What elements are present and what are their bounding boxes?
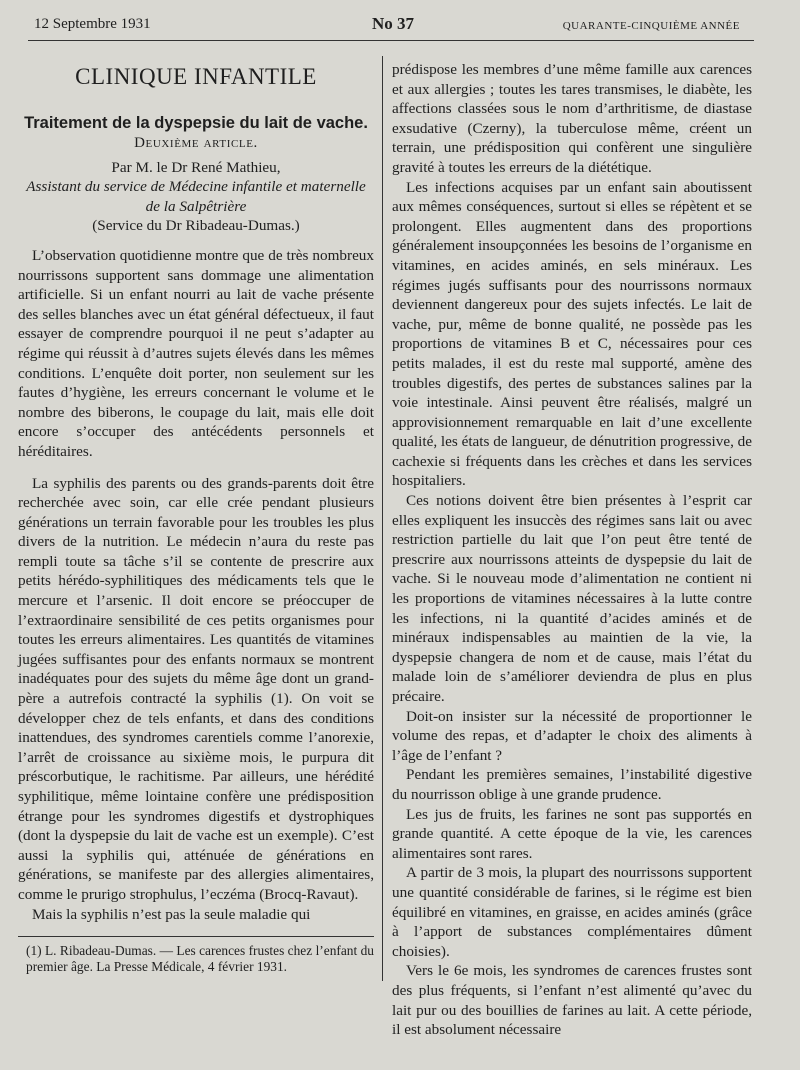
right-column	[392, 60, 752, 1040]
volume-year: QUARANTE-CINQUIÈME ANNÉE	[562, 20, 740, 32]
body-paragraph: Ces notions doivent être bien présentes à l’esprit car elles expliquent les insuccès des régimes sans lait ou avec restriction partielle du lait que l’on peut être tenté de prescrire aux nourrissons atteints de dyspepsie du lait de vache. Si le nouveau mode d’alimentation ne contient ni les proportions de vitamines nécessaires à la lutte contre les infections, ni la quantité d’acides aminés et de minéraux indispensables au maintien de la vie, la dyspepsie changera de nom et de cause, mais l’état du malade loin de s’améliorer deviendra de plus en plus précaire.	[392, 492, 752, 705]
footnote: (1) L. Ribadeau-Dumas. — Les carences frustes chez l’enfant du premier âge. La Presse Médicale, 4 février 1931.	[26, 943, 374, 975]
author-byline: Par M. le Dr René Mathieu,	[111, 158, 281, 176]
body-paragraph: La syphilis des parents ou des grands-parents doit être recherchée avec soin, car elle crée pendant plusieurs générations un terrain favorable pour les troubles les plus divers de la nutrition. Le médecin n’aura du reste pas rempli toute sa tâche s’il se contente de prescrire aux petits hérédo-syphilitiques des médicaments tels que le mercure et l’arsenic. Il doit encore se préoccuper de l’extraordinaire sensibilité de ces petits organismes pour toutes les erreurs alimentaires. Les quantités de vitamines jugées suffisantes pour des enfants normaux se montrent inadéquates pour des sujets du même âge dont un grand-père a autrefois contracté la syphilis (1). On voit se développer chez de tels enfants, et dans des conditions inattendues, des syndromes carentiels comme l’anorexie, l’arrêt de croissance au sixième mois, le purpura dit préscorbutique, le rachitisme. Par ailleurs, une hérédité syphilitique, même lointaine confère une prédisposition étrange pour les syndromes digestifs et dystrophiques (dont la dyspepsie du lait de vache est un exemple). C’est aussi la syphilis qui, atténuée de générations en générations, se manifeste par des allergies alimentaires, comme le prurigo strophulus, l’eczéma (Brocq-Ravaut).	[18, 474, 374, 903]
section-title: CLINIQUE INFANTILE	[75, 64, 317, 89]
article-subtitle: Deuxième article.	[134, 135, 258, 151]
body-paragraph: Vers le 6e mois, les syndromes de carences frustes sont des plus fréquents, si l’enfant n’est alimenté qu’avec du lait pur ou des bouillies de farines au lait. A cette période, il est absolument nécessaire	[392, 962, 752, 1039]
issue-date: 12 Septembre 1931	[34, 16, 151, 32]
body-paragraph: Mais la syphilis n’est pas la seule maladie qui	[32, 905, 311, 923]
body-paragraph: Les jus de fruits, les farines ne sont pas supportés en grande quantité. A cette époque de la vie, les carences alimentaires sont rares.	[392, 805, 752, 862]
body-paragraph: prédispose les membres d’une même famille aux carences et aux allergies ; toutes les tares transmises, le diabète, les affections classées sous le nom d’arthritisme, de diastase exsudative (Czerny), la tuberculose même, créent un terrain, une prédisposition qui confèrent une singulière gravité à toutes les erreurs de la diététique.	[392, 61, 752, 176]
service-note: (Service du Dr Ribadeau-Dumas.)	[92, 217, 300, 235]
body-paragraph: Pendant les premières semaines, l’instabilité digestive du nourrisson oblige à une grande prudence.	[392, 766, 752, 803]
body-paragraph: L’observation quotidienne montre que de très nombreux nourrissons supportent sans dommage une alimentation artificielle. Si un enfant nourri au lait de vache présente des selles blanches avec un état général défectueux, il faut essayer de comprendre pourquoi il ne peut s’adapter au régime qui réussit à d’autres sujets élevés dans les mêmes conditions. L’enquête doit porter, non seulement sur les fautes d’hygiène, les erreurs concernant le volume et le nombre des biberons, le coupage du lait, mais elle doit encore s’occuper des antécédents personnels et héréditaires.	[18, 246, 374, 460]
footnote-rule	[18, 936, 374, 937]
body-paragraph: Doit-on insister sur la nécessité de proportionner le volume des repas, et d’adapter le choix des aliments à l’âge de l’enfant ?	[392, 707, 752, 764]
issue-number: No 37	[372, 14, 415, 33]
page-header	[12, 16, 740, 38]
article-title: Traitement de la dyspepsie du lait de vache.	[24, 114, 368, 132]
body-paragraph: Les infections acquises par un enfant sain aboutissent aux mêmes conséquences, surtout si elles se répètent et se prolongent. Elles augmentent dans des proportions généralement insoupçonnées les besoins de l’organisme en vitamines, en acides aminés, en sels minéraux. Les régimes jugés suffisants pour des nourrissons normaux deviennent dangereux pour des sujets infectés. Le lait de vache, pur, même de bonne qualité, ne possède pas les proportions de vitamines B et C, nécessaires pour ces petits malades, il est du reste mal supporté, amène des troubles digestifs, des pertes de substances salines par la voie intestinale. Ainsi peuvent être réalisés, malgré un approvisionnement remarquable en lait d’une excellente qualité, les états de langueur, de dénutrition progressive, de cachexie si fréquents dans les crèches et dans les services hospitaliers.	[392, 178, 752, 490]
body-paragraph: A partir de 3 mois, la plupart des nourrissons supportent une quantité considérable de farines, si le régime est bien équilibré en vitamines, en graisse, en acides aminés (grâce à l’apport de substances complémentaires dûment choisies).	[392, 864, 752, 960]
column-divider	[382, 56, 383, 981]
left-column	[18, 58, 374, 975]
header-rule	[28, 40, 754, 41]
author-affiliation: Assistant du service de Médecine infantile et maternelle de la Salpêtrière	[26, 178, 366, 215]
